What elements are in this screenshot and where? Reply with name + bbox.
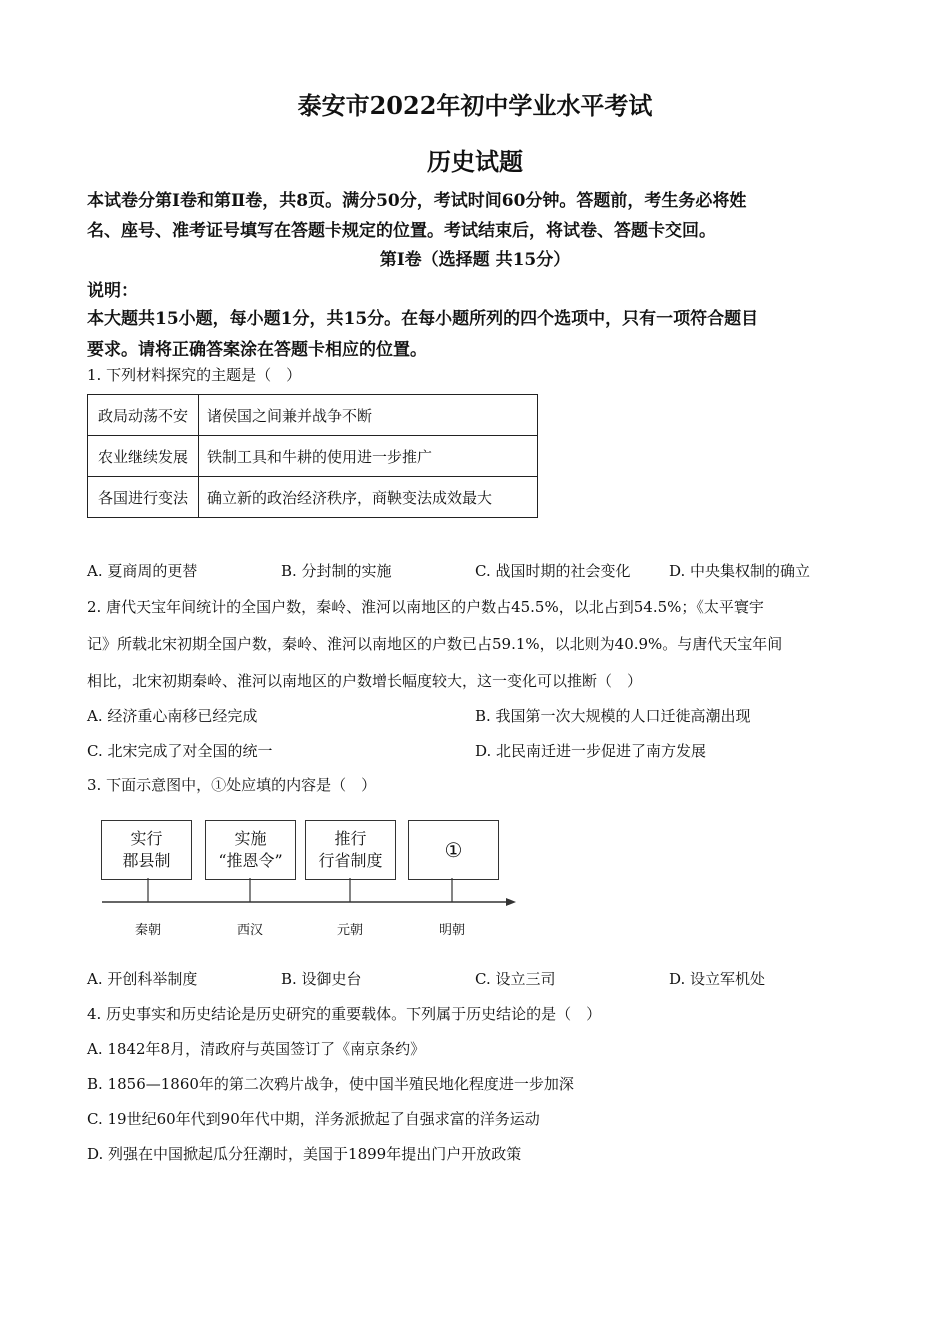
section-note-line-1: 本大题共15小题，每小题1分，共15分。在每小题所列的四个选项中，只有一项符合题目 — [87, 309, 759, 329]
question-1-option-b: B. 分封制的实施 — [281, 562, 392, 580]
question-4-option-a: A. 1842年8月，清政府与英国签订了《南京条约》 — [87, 1040, 426, 1058]
section-note-label: 说明： — [87, 281, 138, 301]
era-label-yuan: 元朝 — [336, 923, 363, 938]
exam-subtitle: 历史试题 — [427, 147, 523, 176]
question-2-option-d: D. 北民南迁进一步促进了南方发展 — [475, 742, 707, 760]
question-1-option-a: A. 夏商周的更替 — [87, 562, 198, 580]
table-cell: 确立新的政治经济秩序，商鞅变法成效最大 — [199, 477, 538, 518]
instructions-line-2: 名、座号、准考证号填写在答题卡规定的位置。考试结束后，将试卷、答题卡交回。 — [87, 221, 716, 241]
era-label-ming: 明朝 — [438, 923, 465, 938]
question-4-stem: 4. 历史事实和历史结论是历史研究的重要载体。下列属于历史结论的是（ ） — [87, 1005, 602, 1023]
diagram-box-text: “推恩令” — [218, 851, 283, 870]
question-4-option-c: C. 19世纪60年代到90年代中期，洋务派掀起了自强求富的洋务运动 — [87, 1110, 540, 1128]
question-3-stem: 3. 下面示意图中，①处应填的内容是（ ） — [87, 776, 377, 794]
question-3-option-d: D. 设立军机处 — [669, 970, 766, 988]
table-cell: 农业继续发展 — [88, 436, 199, 477]
question-2-stem-line-1: 2. 唐代天宝年间统计的全国户数，秦岭、淮河以南地区的户数占45.5%，以北占到54.5%；《太平寰宇 — [87, 598, 764, 616]
instructions-line-1: 本试卷分第Ⅰ卷和第Ⅱ卷，共8页。满分50分，考试时间60分钟。答题前，考生务必将姓 — [87, 191, 747, 211]
question-1-option-d: D. 中央集权制的确立 — [669, 562, 811, 580]
question-2-option-a: A. 经济重心南移已经完成 — [87, 707, 258, 725]
question-2-stem-line-2: 记》所载北宋初期全国户数，秦岭、淮河以南地区的户数已占59.1%，以北则为40.9%。与唐代天宝年间 — [87, 635, 783, 653]
era-label-qin: 秦朝 — [134, 923, 161, 938]
diagram-box-text: 郡县制 — [122, 851, 171, 870]
diagram-box-text: ① — [444, 838, 463, 862]
question-2-stem-line-3: 相比，北宋初期秦岭、淮河以南地区的户数增长幅度较大，这一变化可以推断（ ） — [87, 672, 643, 690]
table-cell: 诸侯国之间兼并战争不断 — [199, 395, 538, 436]
diagram-box-text: 行省制度 — [318, 851, 383, 870]
question-1-option-c: C. 战国时期的社会变化 — [475, 562, 631, 580]
diagram-box-text: 实行 — [130, 829, 163, 848]
question-2-option-b: B. 我国第一次大规模的人口迁徙高潮出现 — [475, 707, 751, 725]
era-label-western-han: 西汉 — [236, 923, 263, 938]
question-3-option-c: C. 设立三司 — [475, 970, 556, 988]
question-4-option-d: D. 列强在中国掀起瓜分狂潮时，美国于1899年提出门户开放政策 — [87, 1145, 522, 1163]
question-2-option-c: C. 北宋完成了对全国的统一 — [87, 742, 273, 760]
exam-title: 泰安市2022年初中学业水平考试 — [297, 91, 653, 120]
table-cell: 各国进行变法 — [88, 477, 199, 518]
question-3-option-a: A. 开创科举制度 — [87, 970, 198, 988]
table-cell: 政局动荡不安 — [88, 395, 199, 436]
diagram-box-text: 实施 — [234, 829, 267, 848]
question-4-option-b: B. 1856—1860年的第二次鸦片战争，使中国半殖民地化程度进一步加深 — [87, 1075, 574, 1093]
section-note-line-2: 要求。请将正确答案涂在答题卡相应的位置。 — [87, 340, 427, 360]
question-1-stem: 1. 下列材料探究的主题是（ ） — [87, 366, 302, 384]
diagram-box-text: 推行 — [334, 829, 367, 848]
table-cell: 铁制工具和牛耕的使用进一步推广 — [199, 436, 538, 477]
question-3-option-b: B. 设御史台 — [281, 970, 362, 988]
section-title: 第Ⅰ卷（选择题 共15分） — [379, 250, 571, 270]
